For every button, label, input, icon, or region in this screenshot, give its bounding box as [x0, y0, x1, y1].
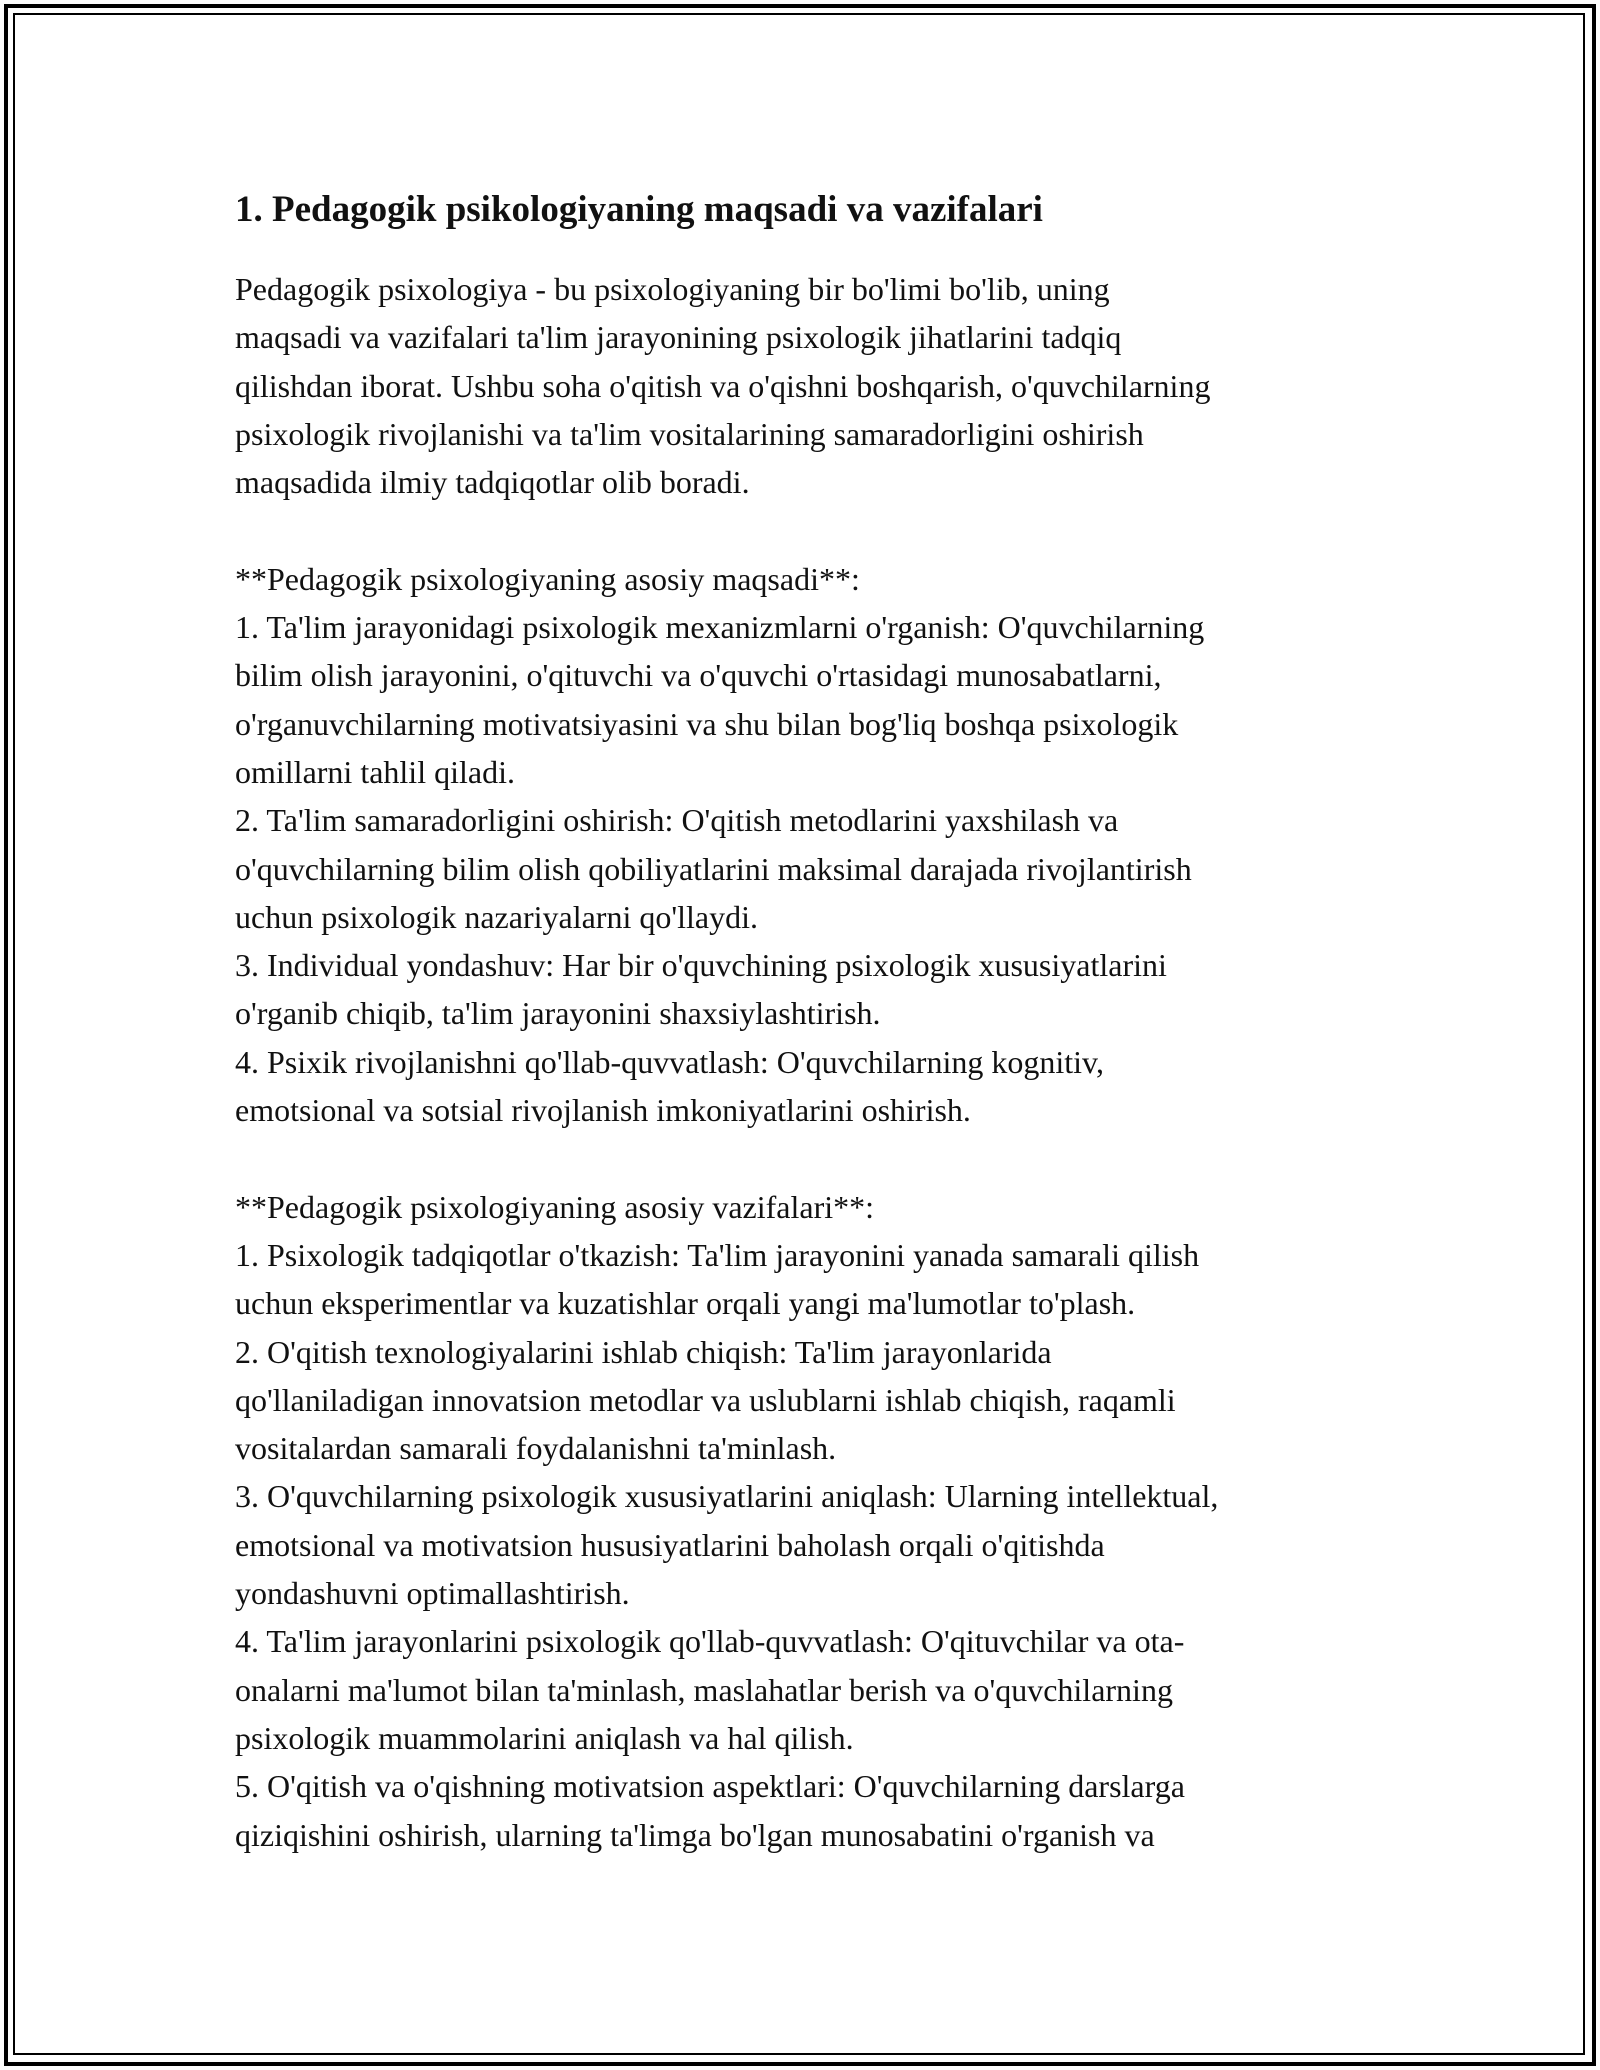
text-line: 1. Psixologik tadqiqotlar o'tkazish: Ta'lim jarayonini yanada samarali qilish: [235, 1236, 1200, 1273]
text-line: qilishdan iborat. Ushbu soha o'qitish va o'qishni boshqarish, o'quvchilarning: [235, 367, 1211, 404]
text-line: 4. Psixik rivojlanishni qo'llab-quvvatlash: O'quvchilarning kognitiv,: [235, 1043, 1104, 1080]
paragraph-gap: [235, 506, 1375, 554]
text-line: psixologik rivojlanishi va ta'lim vositalarining samaradorligini oshirish: [235, 415, 1144, 452]
text-line: qo'llaniladigan innovatsion metodlar va uslublarni ishlab chiqish, raqamli: [235, 1381, 1176, 1418]
text-line: bilim olish jarayonini, o'qituvchi va o'quvchi o'rtasidagi munosabatlarni,: [235, 657, 1162, 694]
text-line: onalarni ma'lumot bilan ta'minlash, maslahatlar berish va o'quvchilarning: [235, 1671, 1173, 1708]
text-line: uchun eksperimentlar va kuzatishlar orqali yangi ma'lumotlar to'plash.: [235, 1285, 1136, 1322]
text-line: yondashuvni optimallashtirish.: [235, 1575, 630, 1612]
tasks-section: [235, 1183, 1375, 1859]
document-title: 1. Pedagogik psikologiyaning maqsadi va vazifalari: [235, 189, 1043, 230]
text-line: 1. Ta'lim jarayonidagi psixologik mexanizmlarni o'rganish: O'quvchilarning: [235, 609, 1205, 646]
goals-section: [235, 555, 1375, 1135]
intro-paragraph: [235, 265, 1375, 506]
text-line: emotsional va sotsial rivojlanish imkoniyatlarini oshirish.: [235, 1092, 971, 1129]
text-line: maqsadi va vazifalari ta'lim jarayonining psixologik jihatlarini tadqiq: [235, 319, 1122, 356]
text-line: o'rganib chiqib, ta'lim jarayonini shaxsiylashtirish.: [235, 995, 881, 1032]
text-line: qiziqishini oshirish, ularning ta'limga bo'lgan munosabatini o'rganish va: [235, 1816, 1155, 1853]
text-line: o'rganuvchilarning motivatsiyasini va shu bilan bog'liq boshqa psixologik: [235, 705, 1179, 742]
text-line: 2. O'qitish texnologiyalarini ishlab chiqish: Ta'lim jarayonlarida: [235, 1333, 1052, 1370]
text-line: 2. Ta'lim samaradorligini oshirish: O'qitish metodlarini yaxshilash va: [235, 802, 1119, 839]
text-line: vositalardan samarali foydalanishni ta'minlash.: [235, 1430, 837, 1467]
text-line: 4. Ta'lim jarayonlarini psixologik qo'llab-quvvatlash: O'qituvchilar va ota-: [235, 1623, 1185, 1660]
section-heading-goals: **Pedagogik psixologiyaning asosiy maqsadi**:: [235, 560, 860, 597]
paragraph-gap: [235, 1134, 1375, 1182]
text-line: 5. O'qitish va o'qishning motivatsion aspektlari: O'quvchilarning darslarga: [235, 1768, 1185, 1805]
text-line: Pedagogik psixologiya - bu psixologiyaning bir bo'limi bo'lib, uning: [235, 271, 1110, 307]
text-line: o'quvchilarning bilim olish qobiliyatlarini maksimal darajada rivojlantirish: [235, 850, 1192, 887]
document-body: [235, 185, 1375, 1859]
text-line: psixologik muammolarini aniqlash va hal qilish.: [235, 1719, 854, 1756]
section-heading-tasks: **Pedagogik psixologiyaning asosiy vazifalari**:: [235, 1188, 874, 1225]
text-line: omillarni tahlil qiladi.: [235, 753, 515, 790]
text-line: 3. Individual yondashuv: Har bir o'quvchining psixologik xususiyatlarini: [235, 947, 1167, 984]
text-line: maqsadida ilmiy tadqiqotlar olib boradi.: [235, 464, 750, 501]
text-line: 3. O'quvchilarning psixologik xususiyatlarini aniqlash: Ularning intellektual,: [235, 1478, 1219, 1515]
text-line: uchun psixologik nazariyalarni qo'llaydi.: [235, 898, 758, 935]
text-line: emotsional va motivatsion hususiyatlarini baholash orqali o'qitishda: [235, 1526, 1105, 1563]
